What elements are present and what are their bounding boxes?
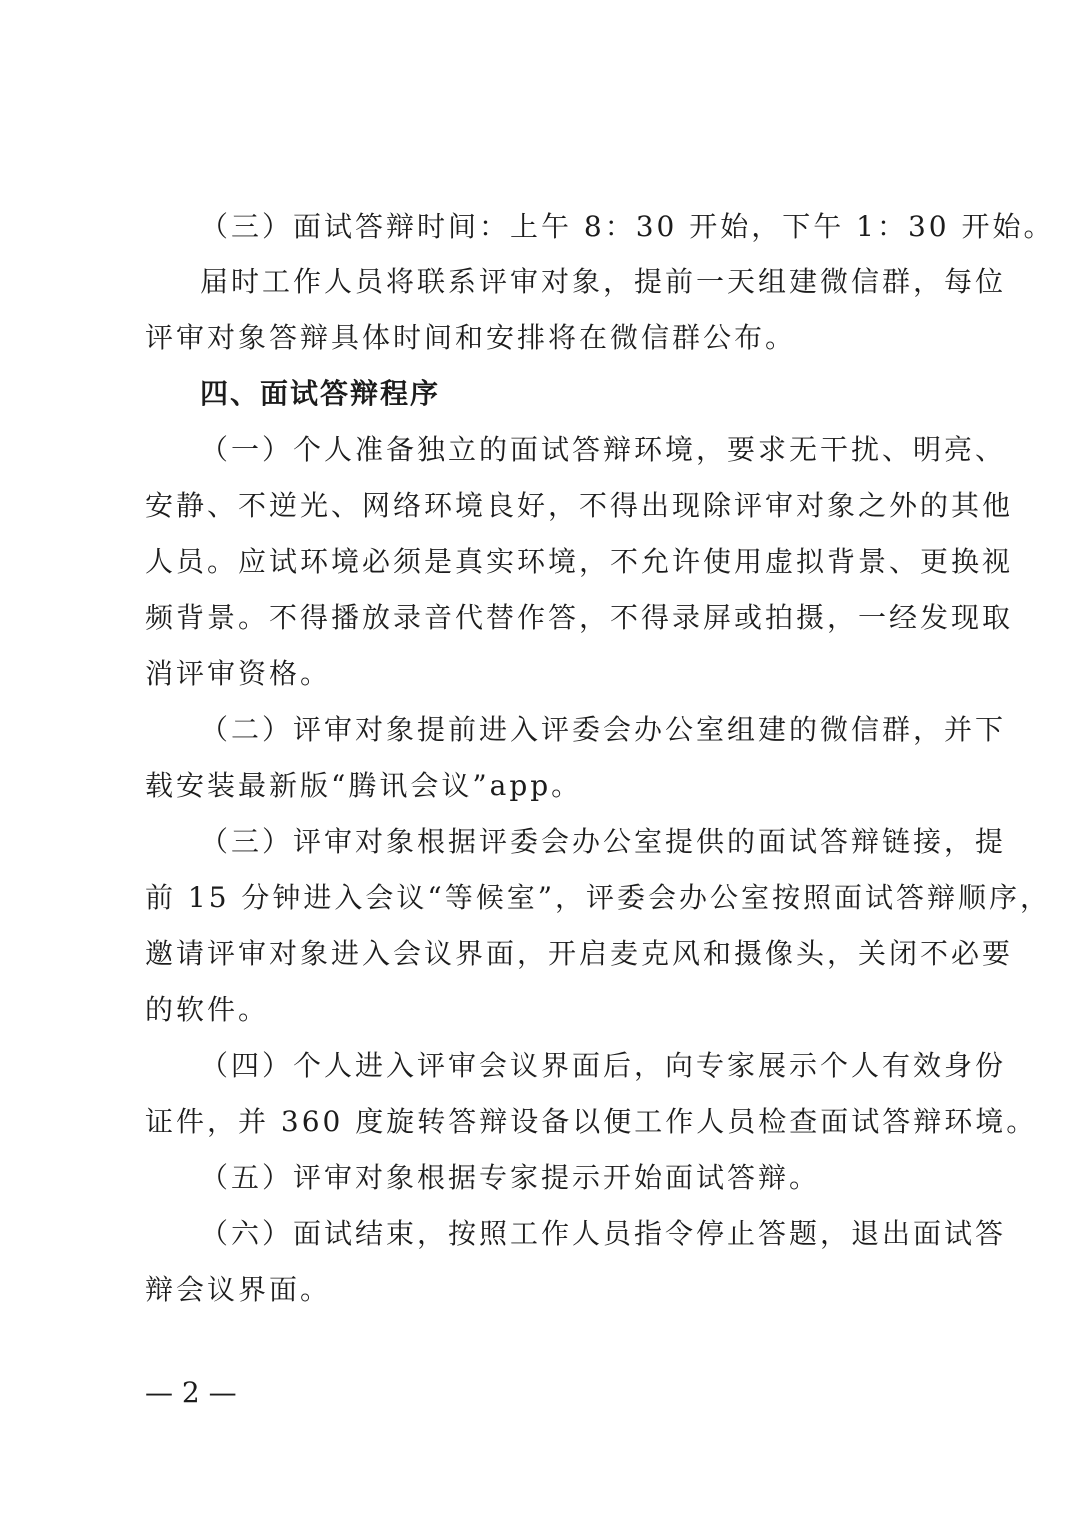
paragraph-line: （三）面试答辩时间：上午 8：30 开始，下午 1：30 开始。	[200, 210, 1055, 243]
paragraph-line: 的软件。	[145, 993, 270, 1026]
section-heading: 四、面试答辩程序	[200, 377, 441, 410]
paragraph-line: （三）评审对象根据评委会办公室提供的面试答辩链接，提	[200, 825, 1007, 858]
paragraph-line: （二）评审对象提前进入评委会办公室组建的微信群，并下	[200, 713, 1007, 746]
paragraph-line: （四）个人进入评审会议界面后，向专家展示个人有效身份	[200, 1049, 1007, 1082]
paragraph-line: 安静、不逆光、网络环境良好，不得出现除评审对象之外的其他	[145, 489, 1014, 522]
paragraph-line: 频背景。不得播放录音代替作答，不得录屏或拍摄，一经发现取	[145, 601, 1014, 634]
paragraph-line: 载安装最新版“腾讯会议”app。	[145, 769, 583, 802]
paragraph-line: 辩会议界面。	[145, 1273, 332, 1306]
paragraph-line: （六）面试结束，按照工作人员指令停止答题，退出面试答	[200, 1217, 1007, 1250]
paragraph-line: 届时工作人员将联系评审对象，提前一天组建微信群，每位	[200, 265, 1007, 298]
paragraph-line: 证件，并 360 度旋转答辩设备以便工作人员检查面试答辩环境。	[145, 1105, 1038, 1138]
paragraph-line: （一）个人准备独立的面试答辩环境，要求无干扰、明亮、	[200, 433, 1007, 466]
paragraph-line: 人员。应试环境必须是真实环境，不允许使用虚拟背景、更换视	[145, 545, 1014, 578]
paragraph-line: 评审对象答辩具体时间和安排将在微信群公布。	[145, 321, 797, 354]
paragraph-line: （五）评审对象根据专家提示开始面试答辩。	[200, 1161, 821, 1194]
paragraph-line: 邀请评审对象进入会议界面，开启麦克风和摄像头，关闭不必要	[145, 937, 1014, 970]
page-number: — 2 —	[145, 1376, 237, 1409]
paragraph-line: 前 15 分钟进入会议“等候室”，评委会办公室按照面试答辩顺序，	[145, 881, 1052, 914]
paragraph-line: 消评审资格。	[145, 657, 332, 690]
